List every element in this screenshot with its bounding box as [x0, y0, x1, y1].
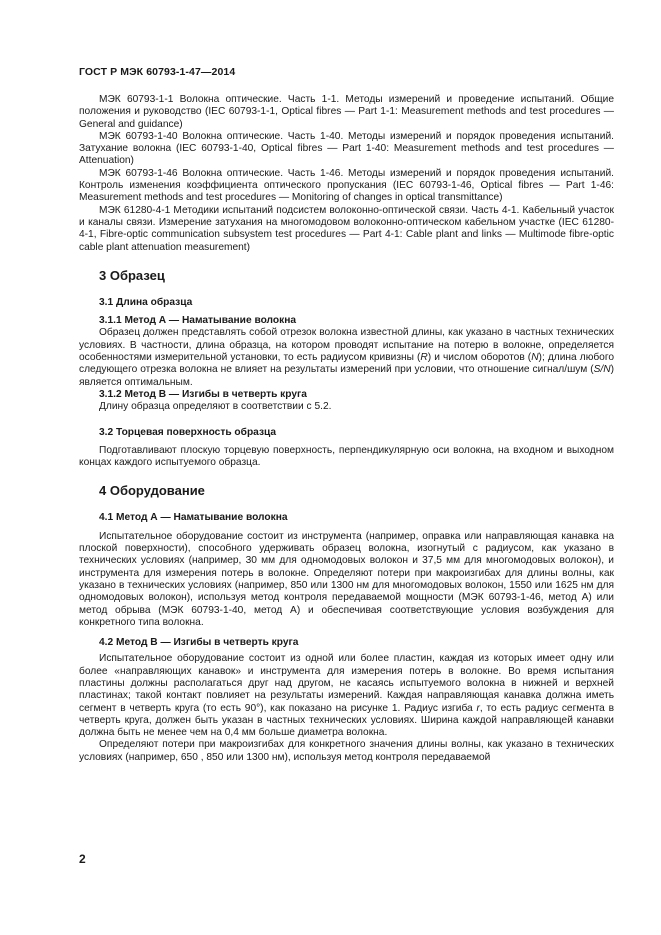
- symbol-r-capital: R: [420, 352, 428, 364]
- section-4-1-paragraph: Испытательное оборудование состоит из инструмента (например, оправка или направляющая канавка на плоской поверхности), способного удерживать образец волокна, изогнутый с радиусом, как указано в технических условиях (например, 30 мм для одномодовых волокон и 37,5 мм для многомодовых волокон), и инструмента для измерения потерь в волокне. Определяют потери при макроизгибах для длины волны, как указано в технических условиях (например, 850 или 1300 нм для многомодовых волокон, 1550 или 1625 нм для одномодовых волокон), используя метод контроля передаваемой мощности (МЭК 60793-1-46, метод А) или метод обрыва (МЭК 60793-1-40, метод А) и обеспечивая соответствующие условия возбуждения для конкретного типа волокна.: [79, 530, 614, 628]
- section-3-2-heading: 3.2 Торцевая поверхность образца: [99, 426, 277, 438]
- reference-iec-60793-1-1: МЭК 60793-1-1 Волокна оптические. Часть 1-1. Методы измерений и проведение испытаний. Общие положения и руководство (IEC 60793-1-1, Optical fibres — Part 1-1: Measurement methods and test procedures — General and guidance): [79, 94, 614, 130]
- symbol-n: N: [531, 352, 539, 364]
- section-4-2-paragraph: [79, 653, 614, 739]
- section-3-1-1-paragraph: [79, 327, 614, 388]
- text-run: ) и числом оборотов (: [427, 352, 532, 364]
- reference-iec-60793-1-40: МЭК 60793-1-40 Волокна оптические. Часть 1-40. Методы измерений и порядок проведения испытаний. Затухание волокна (IEC 60793-1-40, Optical fibres — Part 1-40: Measurement methods and test procedures — Attenuation): [79, 130, 614, 167]
- section-3-heading: 3 Образец: [99, 267, 165, 283]
- text-run: ); длина любого следующего отрезка волокна не влияет на результаты измерений при условии, что отношение сигнал/шум (: [79, 352, 614, 376]
- section-4-2-heading: 4.2 Метод В — Изгибы в четверть круга: [99, 637, 299, 649]
- symbol-r: r: [476, 702, 480, 714]
- text-run: , то есть радиус сегмента в четверть круга, должен быть указан в частных технических условиях. Ширина каждой направляющей канавки должна быть не менее чем на 0,4 мм больше диаметра волокна.: [79, 702, 614, 739]
- document-header: ГОСТ Р МЭК 60793-1-47—2014: [79, 66, 236, 78]
- section-4-1-heading: 4.1 Метод А — Наматывание волокна: [99, 512, 288, 524]
- section-4-2-paragraph-2: Определяют потери при макроизгибах для конкретного значения длины волны, как указано в технических условиях (например, 650 , 850 или 1300 нм), используя метод контроля передаваемой: [79, 739, 614, 763]
- section-3-1-2-paragraph: Длину образца определяют в соответствии с 5.2.: [99, 401, 332, 413]
- section-3-1-heading: 3.1 Длина образца: [99, 296, 193, 308]
- symbol-s-n: S/N: [593, 364, 611, 376]
- text-run: Образец должен представлять собой отрезок волокна известной длины, как указано в частных технических условиях. В частности, длина образца, на котором проводят испытание на потерю в волокне, определяется особенностями измерительной установки, то есть радиусом кривизны (: [79, 327, 614, 364]
- reference-iec-61280-4-1: МЭК 61280-4-1 Методики испытаний подсистем волоконно-оптической связи. Часть 4-1. Кабельный участок и каналы связи. Измерение затухания на многомодовом волоконно-оптическом кабельном участке (IEC 61280-4-1, Fibre-optic communication subsystem test procedures — Part 4-1: Cable plant and links — Multimode fibre-optic cable plant attenuation measurement): [79, 204, 614, 253]
- section-3-2-paragraph: Подготавливают плоскую торцевую поверхность, перпендикулярную оси волокна, на входном и выходном концах каждого испытуемого образца.: [79, 444, 614, 469]
- text-run: ) является оптимальным.: [79, 364, 614, 388]
- section-3-1-2-heading: 3.1.2 Метод В — Изгибы в четверть круга: [99, 388, 307, 400]
- reference-iec-60793-1-46: МЭК 60793-1-46 Волокна оптические. Часть 1-46. Методы измерений и порядок проведения испытаний. Контроль изменения коэффициента оптического пропускания (IEC 60793-1-46, Optical fibres — Part 1-46: Measurement methods and test procedures — Monitoring of changes in optical transmittance): [79, 167, 614, 204]
- section-4-heading: 4 Оборудование: [99, 483, 205, 499]
- page-number: 2: [79, 852, 86, 866]
- section-3-1-1-heading: 3.1.1 Метод А — Наматывание волокна: [99, 315, 297, 327]
- page-content: [79, 94, 614, 764]
- text-run: Испытательное оборудование состоит из одной или более пластин, каждая из которых имеет одну или более «направляющих канавок» и инструмента для измерения потерь в волокне. Во время испытания пластины должны располагаться друг над другом, не касаясь испытуемого волокна в нижней и верхней пластинах; такой контакт повлияет на результаты измерений. Каждая направляющая канавка должна иметь сегмент в четверть круга (то есть 90°), как показано на рисунке 1. Радиус изгиба: [79, 653, 614, 714]
